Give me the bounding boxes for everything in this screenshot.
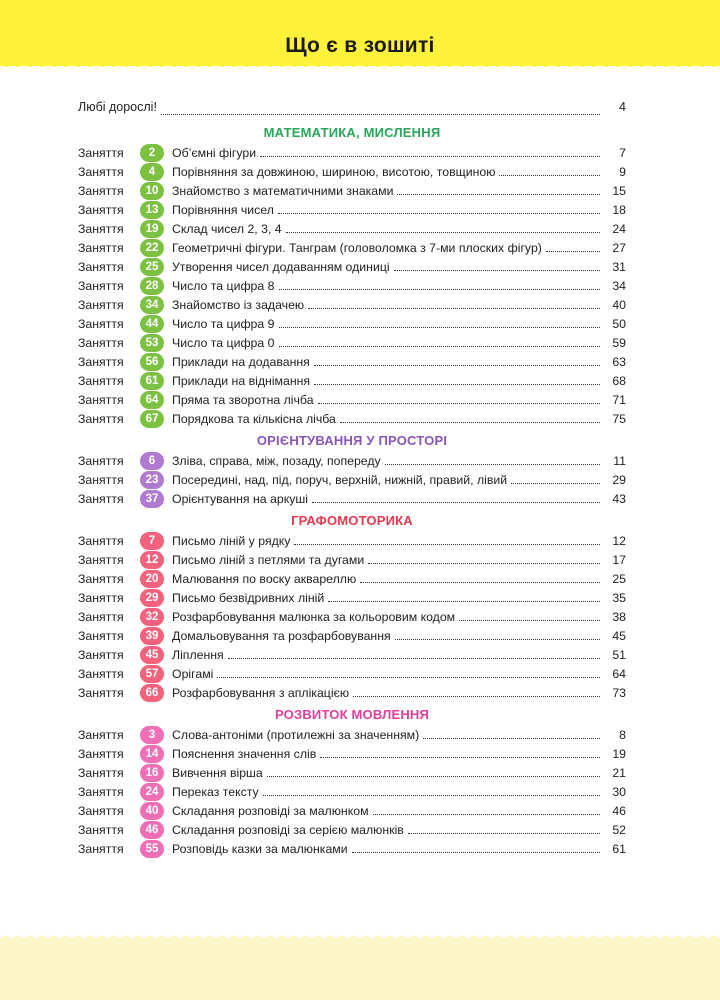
lesson-number-badge: 23 [140,471,164,489]
lesson-number-badge: 67 [140,410,164,428]
lesson-number-badge: 34 [140,296,164,314]
page-number: 11 [613,453,626,468]
dot-leader [353,696,600,697]
dot-leader [286,232,600,233]
section-heading: РОЗВИТОК МОВЛЕННЯ [274,707,430,722]
toc-entry[interactable] [78,607,626,626]
toc-entry[interactable] [78,664,626,683]
page-number: 63 [612,354,626,369]
toc-entry[interactable] [78,645,626,664]
lesson-number-badge: 61 [140,372,164,390]
section-grapho [78,510,626,702]
page-number: 8 [619,727,626,742]
lesson-topic: Переказ тексту [172,784,259,799]
lesson-label: Заняття [78,259,124,274]
toc-entry[interactable] [78,314,626,333]
dot-leader [320,757,600,758]
lesson-label: Заняття [78,392,124,407]
dot-leader [499,175,600,176]
page-number: 45 [612,628,626,643]
lesson-topic: Число та цифра 8 [172,278,275,293]
lesson-topic: Ліплення [172,647,224,662]
dot-leader [161,114,600,115]
toc-entry[interactable] [78,451,626,470]
lesson-label: Заняття [78,472,124,487]
lesson-label: Заняття [78,354,124,369]
lesson-topic: Склад чисел 2, 3, 4 [172,221,282,236]
toc-entry[interactable] [78,238,626,257]
dot-leader [423,738,600,739]
lesson-topic: Письмо безвідривних ліній [172,590,325,605]
dot-leader [279,327,601,328]
dot-leader [279,346,601,347]
page-number: 64 [612,666,626,681]
section-heading: ГРАФОМОТОРИКА [291,513,413,528]
lesson-label: Заняття [78,183,124,198]
lesson-topic: Слова-антоніми (протилежні за значенням) [172,727,420,742]
intro-page-number: 4 [619,100,626,114]
lesson-number-badge: 2 [140,144,164,162]
dot-leader [263,795,600,796]
page-number: 46 [612,803,626,818]
lesson-number-badge: 53 [140,334,164,352]
dot-leader [352,852,600,853]
page-number: 61 [612,841,626,856]
lesson-topic: Об’ємні фігури [172,145,257,160]
toc-entry[interactable] [78,489,626,508]
dot-leader [314,365,600,366]
lesson-label: Заняття [78,297,124,312]
page-number: 24 [612,221,626,236]
dot-leader [395,639,600,640]
lesson-number-badge: 46 [140,821,164,839]
dot-leader [408,833,600,834]
footer-band [0,938,720,1000]
lesson-label: Заняття [78,746,124,761]
lesson-number-badge: 57 [140,665,164,683]
page-number: 12 [612,533,626,548]
lesson-topic: Письмо ліній у рядку [172,533,291,548]
toc-entry[interactable] [78,276,626,295]
lesson-label: Заняття [78,278,124,293]
lesson-topic: Розповідь казки за малюнками [172,841,348,856]
page-number: 17 [612,552,626,567]
intro-text: Любі дорослі! [78,100,157,114]
lesson-number-badge: 13 [140,201,164,219]
dot-leader [312,502,600,503]
dot-leader [385,464,600,465]
lesson-label: Заняття [78,316,124,331]
lesson-label: Заняття [78,373,124,388]
toc-entry[interactable] [78,820,626,839]
lesson-label: Заняття [78,784,124,799]
lesson-topic: Домальовування та розфарбовування [172,628,391,643]
lesson-topic: Орігамі [172,666,214,681]
lesson-number-badge: 66 [140,684,164,702]
lesson-number-badge: 55 [140,840,164,858]
toc-entry[interactable] [78,763,626,782]
section-math [78,122,626,428]
toc-entry[interactable] [78,352,626,371]
lesson-number-badge: 10 [140,182,164,200]
page-number: 19 [612,746,626,761]
lesson-label: Заняття [78,841,124,856]
lesson-topic: Приклади на додавання [172,354,310,369]
toc-entry[interactable] [78,257,626,276]
lesson-topic: Орієнтування на аркуші [172,491,308,506]
toc-entry[interactable] [78,200,626,219]
lesson-label: Заняття [78,145,124,160]
lesson-topic: Розфарбовування малюнка за кольоровим кодом [172,609,456,624]
toc-entry[interactable] [78,744,626,763]
toc-entry[interactable] [78,470,626,489]
lesson-number-badge: 44 [140,315,164,333]
section-heading: МАТЕМАТИКА, МИСЛЕННЯ [263,125,441,140]
page-number: 29 [612,472,626,487]
lesson-topic: Утворення чисел додаванням одиниці [172,259,390,274]
lesson-label: Заняття [78,628,124,643]
lesson-topic: Письмо ліній з петлями та дугами [172,552,365,567]
lesson-number-badge: 37 [140,490,164,508]
lesson-number-badge: 16 [140,764,164,782]
lesson-label: Заняття [78,221,124,236]
dot-leader [394,270,600,271]
section-heading: ОРІЄНТУВАННЯ У ПРОСТОРІ [256,433,448,448]
toc-entry[interactable] [78,181,626,200]
lesson-label: Заняття [78,571,124,586]
page-number: 59 [612,335,626,350]
lesson-label: Заняття [78,666,124,681]
header-wave-edge [0,60,720,74]
page-number: 27 [612,240,626,255]
lesson-label: Заняття [78,453,124,468]
lesson-label: Заняття [78,685,124,700]
page-number: 21 [612,765,626,780]
toc-entry[interactable] [78,390,626,409]
lesson-topic: Складання розповіді за малюнком [172,803,369,818]
lesson-topic: Геометричні фігури. Танграм (головоломка з 7-ми плоских фігур) [172,240,542,255]
page-number: 35 [612,590,626,605]
lesson-number-badge: 64 [140,391,164,409]
lesson-number-badge: 56 [140,353,164,371]
lesson-topic: Пояснення значення слів [172,746,317,761]
lesson-label: Заняття [78,727,124,742]
page-number: 51 [612,647,626,662]
page-number: 52 [612,822,626,837]
toc-entry[interactable] [78,143,626,162]
toc-entry[interactable] [78,683,626,702]
dot-leader [368,563,600,564]
lesson-topic: Складання розповіді за серією малюнків [172,822,404,837]
dot-leader [278,213,600,214]
section-space [78,430,626,508]
dot-leader [314,384,600,385]
toc-entry[interactable] [78,588,626,607]
toc-entry[interactable] [78,409,626,428]
page-number: 75 [612,411,626,426]
page-number: 73 [612,685,626,700]
toc-entry[interactable] [78,569,626,588]
lesson-number-badge: 24 [140,783,164,801]
dot-leader [228,658,600,659]
intro-entry[interactable] [78,100,626,120]
lesson-label: Заняття [78,609,124,624]
dot-leader [294,544,600,545]
lesson-topic: Число та цифра 9 [172,316,275,331]
lesson-label: Заняття [78,822,124,837]
page-number: 31 [612,259,626,274]
lesson-topic: Зліва, справа, між, позаду, попереду [172,453,381,468]
table-of-contents [78,100,626,858]
page-number: 25 [612,571,626,586]
lesson-label: Заняття [78,590,124,605]
toc-entry[interactable] [78,219,626,238]
dot-leader [511,483,600,484]
lesson-topic: Пряма та зворотна лічба [172,392,314,407]
page-number: 38 [612,609,626,624]
page-number: 15 [612,183,626,198]
lesson-number-badge: 29 [140,589,164,607]
lesson-topic: Число та цифра 0 [172,335,275,350]
lesson-number-badge: 3 [140,726,164,744]
toc-entry[interactable] [78,162,626,181]
toc-entry[interactable] [78,550,626,569]
toc-entry[interactable] [78,371,626,390]
lesson-number-badge: 12 [140,551,164,569]
page-number: 7 [619,145,626,160]
page-number: 40 [612,297,626,312]
lesson-number-badge: 19 [140,220,164,238]
lesson-number-badge: 45 [140,646,164,664]
toc-entry[interactable] [78,801,626,820]
dot-leader [308,308,600,309]
dot-leader [373,814,600,815]
dot-leader [546,251,600,252]
toc-entry[interactable] [78,295,626,314]
lesson-topic: Порядкова та кількісна лічба [172,411,336,426]
lesson-label: Заняття [78,202,124,217]
dot-leader [340,422,600,423]
dot-leader [397,194,600,195]
lesson-topic: Знайомство із задачею [172,297,305,312]
lesson-label: Заняття [78,491,124,506]
page-number: 9 [619,164,626,179]
lesson-label: Заняття [78,411,124,426]
toc-entry[interactable] [78,333,626,352]
dot-leader [217,677,600,678]
page-title: Що є в зошиті [285,34,435,57]
lesson-number-badge: 20 [140,570,164,588]
toc-entry[interactable] [78,531,626,550]
lesson-topic: Знайомство з математичними знаками [172,183,394,198]
lesson-number-badge: 22 [140,239,164,257]
lesson-label: Заняття [78,240,124,255]
toc-entry[interactable] [78,626,626,645]
page-number: 34 [612,278,626,293]
dot-leader [260,156,600,157]
lesson-number-badge: 25 [140,258,164,276]
dot-leader [360,582,600,583]
lesson-number-badge: 32 [140,608,164,626]
dot-leader [328,601,600,602]
lesson-topic: Розфарбовування з аплікацією [172,685,350,700]
lesson-number-badge: 7 [140,532,164,550]
lesson-label: Заняття [78,164,124,179]
lesson-number-badge: 40 [140,802,164,820]
page-number: 18 [612,202,626,217]
section-speech [78,704,626,858]
sections-container [78,122,626,858]
dot-leader [279,289,601,290]
dot-leader [459,620,600,621]
lesson-topic: Приклади на віднімання [172,373,311,388]
lesson-topic: Порівняння чисел [172,202,274,217]
toc-entry[interactable] [78,725,626,744]
dot-leader [267,776,600,777]
lesson-label: Заняття [78,533,124,548]
lesson-label: Заняття [78,335,124,350]
page-number: 50 [612,316,626,331]
lesson-topic: Порівняння за довжиною, шириною, висотою, товщиною [172,164,496,179]
page-number: 43 [612,491,626,506]
lesson-topic: Вивчення вірша [172,765,263,780]
lesson-label: Заняття [78,803,124,818]
lesson-topic: Посередині, над, під, поруч, верхній, нижній, правий, лівий [172,472,508,487]
lesson-number-badge: 14 [140,745,164,763]
lesson-label: Заняття [78,765,124,780]
lesson-number-badge: 39 [140,627,164,645]
lesson-number-badge: 6 [140,452,164,470]
lesson-label: Заняття [78,552,124,567]
page-number: 30 [612,784,626,799]
lesson-number-badge: 4 [140,163,164,181]
lesson-topic: Малювання по воску аквареллю [172,571,357,586]
dot-leader [318,403,600,404]
toc-entry[interactable] [78,839,626,858]
lesson-label: Заняття [78,647,124,662]
lesson-number-badge: 28 [140,277,164,295]
page-number: 68 [612,373,626,388]
toc-entry[interactable] [78,782,626,801]
page-number: 71 [612,392,626,407]
